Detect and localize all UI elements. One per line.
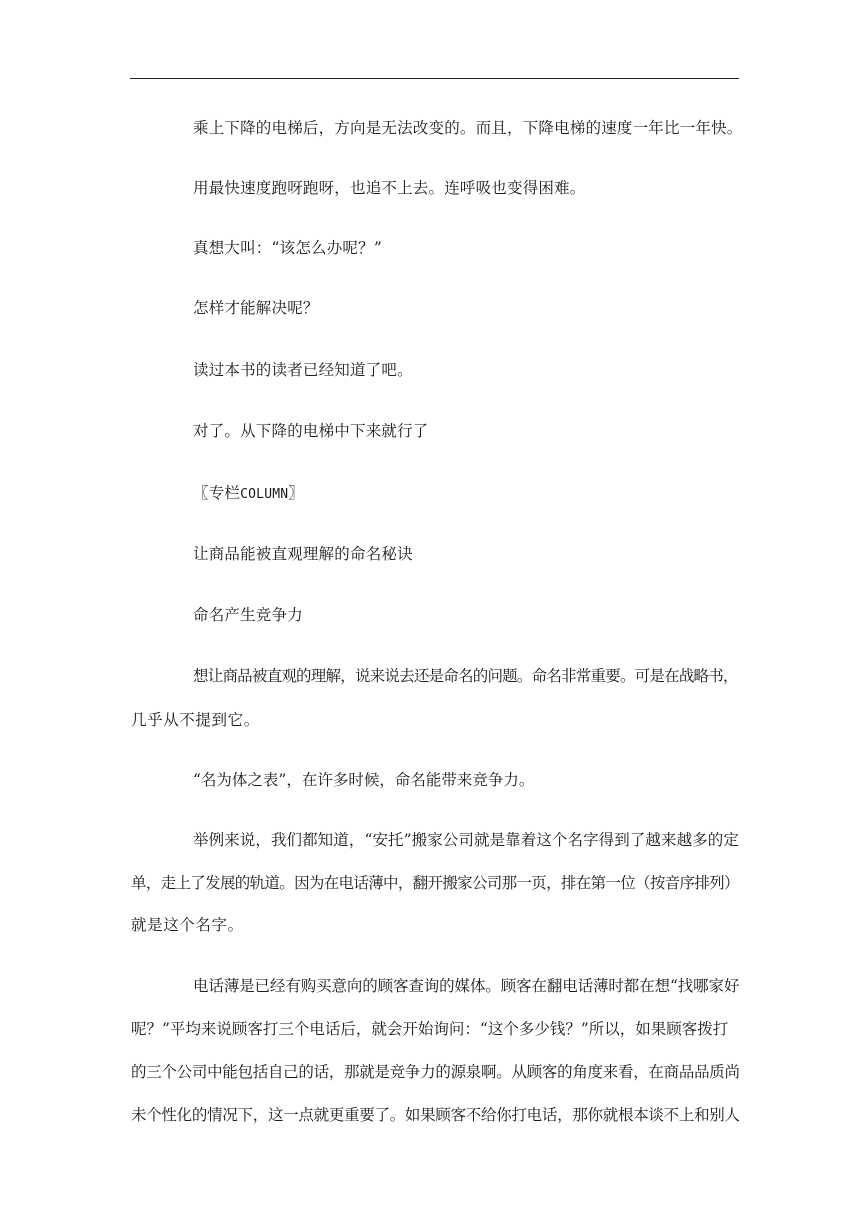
paragraph-line: 就是这个名字。 [131, 916, 244, 934]
paragraph-line: 想让商品被直观的理解，说来说去还是命名的问题。命名非常重要。可是在战略书， [193, 667, 738, 685]
column-heading-word: COLUMN [240, 487, 289, 502]
text-line: 乘上下降的电梯后，方向是无法改变的。而且，下降电梯的速度一年比一年快。 [193, 119, 743, 137]
paragraph-line: 电话薄是已经有购买意向的顾客查询的媒体。顾客在翻电话薄时都在想“找哪家好 [193, 977, 740, 995]
paragraph-line: 几乎从不提到它。 [131, 711, 260, 729]
column-heading-suffix: 〗 [288, 484, 304, 502]
paragraph-line: 的三个公司中能包括自己的话，那就是竞争力的源泉啊。从顾客的角度来看，在商品品质尚 [131, 1063, 740, 1081]
paragraph-line: “名为体之表”，在许多时候，命名能带来竞争力。 [193, 771, 535, 789]
text-line: 怎样才能解决呢？ [193, 299, 319, 317]
section-subtitle: 命名产生竞争力 [193, 606, 303, 624]
section-title: 让商品能被直观理解的命名秘诀 [193, 545, 413, 563]
paragraph-line: 举例来说，我们都知道，“安托”搬家公司就是靠着这个名字得到了越来越多的定 [193, 831, 739, 849]
text-line: 对了。从下降的电梯中下来就行了 [193, 422, 429, 440]
column-heading-prefix: 〖专栏 [193, 484, 241, 502]
paragraph-line: 单，走上了发展的轨道。因为在电话薄中，翻开搬家公司那一页，排在第一位（按音序排列） [131, 874, 739, 892]
paragraph-line: 未个性化的情况下，这一点就更重要了。如果顾客不给你打电话，那你就根本谈不上和别人 [131, 1106, 740, 1124]
header-rule [130, 78, 739, 79]
text-line: 读过本书的读者已经知道了吧。 [193, 361, 413, 379]
column-heading [193, 483, 304, 505]
paragraph-line: 呢？”平均来说顾客打三个电话后，就会开始询问：“这个多少钱？”所以，如果顾客拨打 [131, 1020, 729, 1038]
text-line: 真想大叫：“该怎么办呢？” [193, 239, 382, 257]
text-line: 用最快速度跑呀跑呀，也追不上去。连呼吸也变得困难。 [193, 179, 586, 197]
